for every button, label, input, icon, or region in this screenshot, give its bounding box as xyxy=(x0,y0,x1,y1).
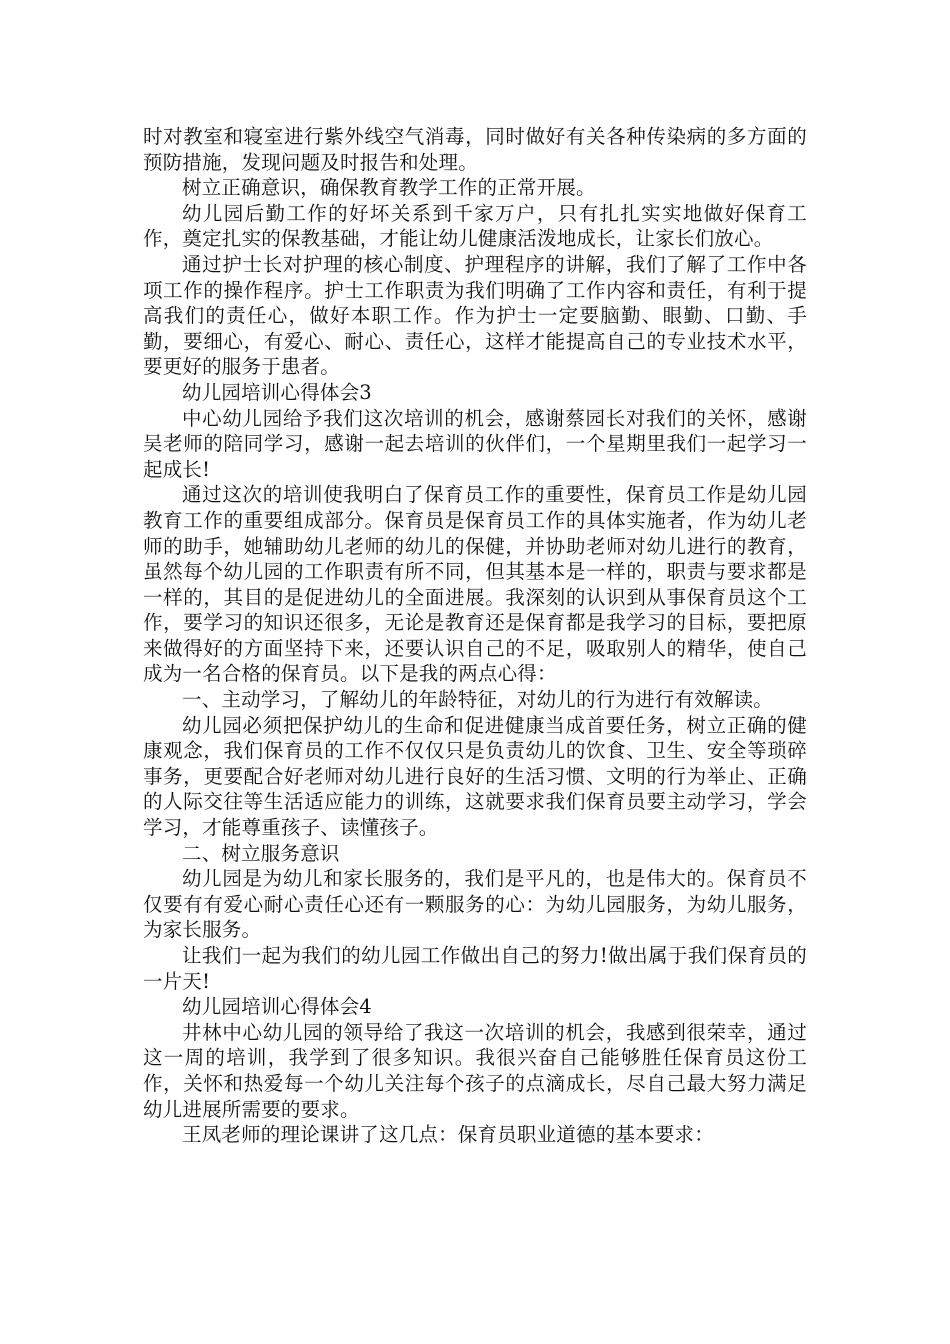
subheading: 二、树立服务意识 xyxy=(182,841,340,865)
paragraph: 井林中心幼儿园的领导给了我这一次培训的机会，我感到很荣幸，通过这一周的培训，我学到了很多知识。我很兴奋自己能够胜任保育员这份工作，关怀和热爱每一个幼儿关注每个孩子的点滴成长，尽自己最大努力满足幼儿进展所需要的要求。 xyxy=(143,1020,807,1121)
paragraph: 通过护士长对护理的核心制度、护理程序的讲解，我们了解了工作中各项工作的操作程序。护士工作职责为我们明确了工作内容和责任，有利于提高我们的责任心，做好本职工作。作为护士一定要脑勤、眼勤、口勤、手勤，要细心，有爱心、耐心、责任心，这样才能提高自己的专业技术水平，要更好的服务于患者。 xyxy=(143,252,807,379)
subheading: 一、主动学习，了解幼儿的年龄特征，对幼儿的行为进行有效解读。 xyxy=(182,688,774,712)
paragraph: 王凤老师的理论课讲了这几点：保育员职业道德的基本要求： xyxy=(182,1123,714,1147)
section-heading: 幼儿园培训心得体会4 xyxy=(182,995,372,1019)
section-heading: 幼儿园培训心得体会3 xyxy=(182,380,372,404)
paragraph: 时对教室和寝室进行紫外线空气消毒，同时做好有关各种传染病的多方面的预防措施，发现问题及时报告和处理。 xyxy=(143,125,807,174)
paragraph: 让我们一起为我们的幼儿园工作做出自己的努力!做出属于我们保育员的一片天! xyxy=(143,944,807,993)
paragraph: 中心幼儿园给予我们这次培训的机会，感谢蔡园长对我们的关怀，感谢吴老师的陪同学习，感谢一起去培训的伙伴们，一个星期里我们一起学习一起成长! xyxy=(143,406,807,481)
paragraph: 幼儿园后勤工作的好坏关系到千家万户，只有扎扎实实地做好保育工作，奠定扎实的保教基础，才能让幼儿健康活泼地成长，让家长们放心。 xyxy=(143,201,807,251)
paragraph: 幼儿园必须把保护幼儿的生命和促进健康当成首要任务，树立正确的健康观念，我们保育员的工作不仅仅只是负责幼儿的饮食、卫生、安全等琐碎事务，更要配合好老师对幼儿进行良好的生活习惯、文明的行为举止、正确的人际交往等生活适应能力的训练，这就要求我们保育员要主动学习，学会学习，才能尊重孩子、读懂孩子。 xyxy=(143,713,807,840)
paragraph: 树立正确意识，确保教育教学工作的正常开展。 xyxy=(182,176,596,200)
document-body xyxy=(143,124,807,1148)
paragraph: 幼儿园是为幼儿和家长服务的，我们是平凡的，也是伟大的。保育员不仅要有有爱心耐心责任心还有一颗服务的心：为幼儿园服务，为幼儿服务，为家长服务。 xyxy=(143,867,807,942)
paragraph: 通过这次的培训使我明白了保育员工作的重要性，保育员工作是幼儿园教育工作的重要组成部分。保育员是保育员工作的具体实施者，作为幼儿老师的助手，她辅助幼儿老师的幼儿的保健，并协助老师对幼儿进行的教育，虽然每个幼儿园的工作职责有所不同，但其基本是一样的，职责与要求都是一样的，其目的是促进幼儿的全面进展。我深刻的认识到从事保育员这个工作，要学习的知识还很多，无论是教育还是保育都是我学习的目标，要把原来做得好的方面坚持下来，还要认识自己的不足，吸取别人的精华，使自己成为一名合格的保育员。以下是我的两点心得： xyxy=(143,483,807,686)
